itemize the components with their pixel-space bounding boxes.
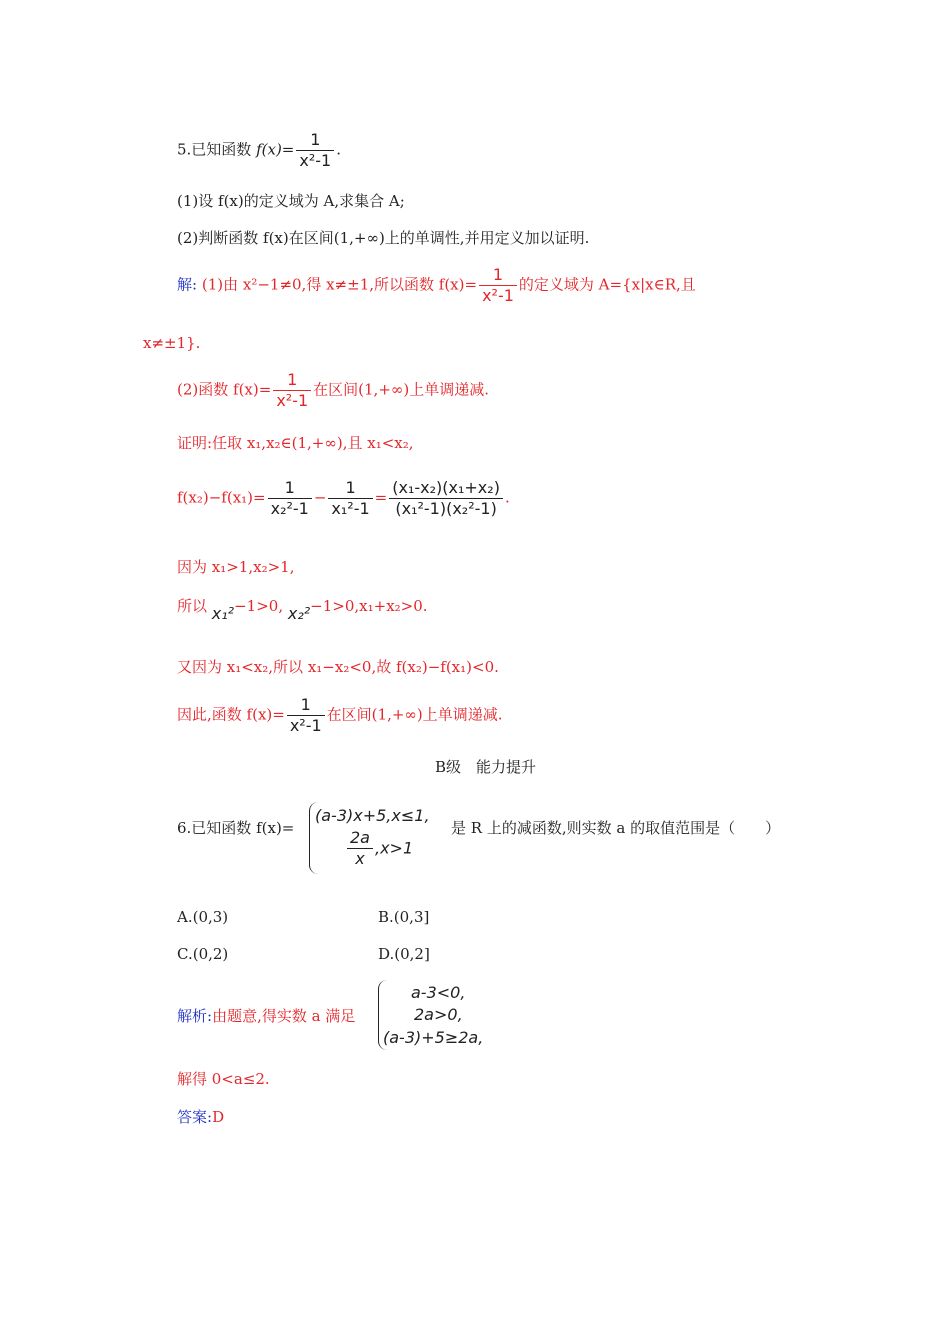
q6-option-b[interactable]: B.(0,3]	[378, 908, 430, 926]
sol5-p1-fraction	[479, 265, 517, 306]
sol6-answer	[177, 1107, 224, 1127]
sol5-p8	[177, 695, 503, 736]
q6-stem-prefix-text: 6.已知函数 f(x)=	[177, 819, 295, 837]
sol5-p4-frac1-num: 1	[284, 478, 295, 497]
sol6-cond1: a-3<0,	[411, 983, 466, 1002]
sol5-p1-a: (1)由 x²−1≠0,得 x≠±1,所以函数 f(x)=	[201, 275, 478, 294]
q6-case2-tail: ,x>1	[374, 838, 414, 858]
sol5-p2	[177, 370, 489, 411]
q6-case2-fraction	[347, 828, 373, 869]
sol6-text: 由题意,得实数 a 满足	[212, 1007, 356, 1025]
sol5-p6-term1: x₁²	[211, 604, 235, 623]
sol5-p6	[177, 596, 428, 623]
sol5-p8-fraction	[287, 695, 325, 736]
sol5-p4-minus: −	[313, 488, 327, 507]
sol5-p1-c: x≠±1}.	[143, 334, 201, 352]
sol5-p6-term2: x₂²	[287, 604, 311, 623]
sol5-p4-frac1	[268, 478, 312, 519]
sol5-p2-b: 在区间(1,+∞)上单调递减.	[313, 380, 490, 399]
section-heading: B级 能力提升	[435, 758, 537, 776]
q6-option-d[interactable]: D.(0,2]	[378, 945, 430, 963]
sol5-p1-b: 的定义域为 A={x|x∈R,且	[518, 275, 696, 294]
sol5-p2-fraction	[273, 370, 311, 411]
q5-sub2: (2)判断函数 f(x)在区间(1,+∞)上的单调性,并用定义加以证明.	[177, 229, 590, 247]
q6-case2	[345, 828, 413, 869]
q6-case2-num: 2a	[350, 828, 370, 847]
sol5-p4-eq: =	[374, 488, 388, 507]
sol5-p6-a: 所以	[177, 597, 208, 615]
q5-fraction-den: x²-1	[296, 150, 334, 171]
sol6-answer-value: D	[212, 1108, 225, 1126]
sol5-p8-den: x²-1	[287, 715, 325, 736]
q6-option-c[interactable]: C.(0,2)	[177, 945, 229, 963]
sol6-intro	[177, 1006, 355, 1026]
sol5-p4-frac3-num: (x₁-x₂)(x₁+x₂)	[392, 478, 500, 497]
sol5-p4-a: f(x₂)−f(x₁)=	[177, 488, 266, 507]
q5-func: f(x)=	[256, 140, 295, 159]
sol5-p4-frac2	[328, 478, 372, 519]
q5-stem	[177, 130, 341, 171]
sol5-p4	[177, 478, 510, 519]
q6-case1: (a-3)x+5,x≤1,	[315, 806, 430, 825]
sol5-p4-frac2-den: x₁²-1	[328, 498, 372, 519]
q5-fraction	[296, 130, 334, 171]
sol5-p8-a: 因此,函数 f(x)=	[177, 705, 285, 724]
q6-case2-den: x	[347, 848, 373, 869]
sol5-p2-den: x²-1	[273, 390, 311, 411]
sol5-p1-den: x²-1	[479, 285, 517, 306]
sol5-p6-c: −1>0,x₁+x₂>0.	[310, 597, 428, 615]
sol5-p8-b: 在区间(1,+∞)上单调递减.	[326, 705, 503, 724]
sol5-label: 解:	[177, 275, 198, 294]
sol5-p8-num: 1	[300, 695, 311, 714]
sol6-answer-label: 答案:	[177, 1108, 213, 1126]
sol5-p5: 因为 x₁>1,x₂>1,	[177, 558, 295, 576]
sol5-p7: 又因为 x₁<x₂,所以 x₁−x₂<0,故 f(x₂)−f(x₁)<0.	[177, 658, 499, 676]
sol5-p6-b: −1>0,	[234, 597, 284, 615]
sol5-p2-a: (2)函数 f(x)=	[177, 380, 272, 399]
q5-stem-prefix: 5.已知函数	[177, 140, 252, 159]
q6-stem-suffix: 是 R 上的减函数,则实数 a 的取值范围是（ ）	[451, 819, 781, 837]
sol5-p4-frac3-den: (x₁²-1)(x₂²-1)	[389, 498, 503, 519]
sol6-cond2: 2a>0,	[414, 1005, 463, 1024]
sol6-cond3: (a-3)+5≥2a,	[383, 1028, 484, 1047]
sol5-p1	[177, 265, 696, 306]
q6-option-a[interactable]: A.(0,3)	[177, 908, 229, 926]
sol5-p4-frac3	[389, 478, 503, 519]
sol5-p1-num: 1	[492, 265, 504, 284]
sol6-label: 解析:	[177, 1007, 213, 1025]
sol5-p4-end: .	[504, 488, 510, 507]
sol5-p3: 证明:任取 x₁,x₂∈(1,+∞),且 x₁<x₂,	[177, 434, 414, 452]
sol5-p2-num: 1	[287, 370, 298, 389]
q5-end: .	[336, 140, 342, 159]
q5-fraction-num: 1	[310, 130, 321, 149]
sol5-p4-frac2-num: 1	[345, 478, 356, 497]
sol6-result: 解得 0<a≤2.	[177, 1070, 270, 1088]
q5-sub1: (1)设 f(x)的定义域为 A,求集合 A;	[177, 192, 405, 210]
sol5-p4-frac1-den: x₂²-1	[268, 498, 312, 519]
q6-stem-prefix	[177, 818, 294, 838]
